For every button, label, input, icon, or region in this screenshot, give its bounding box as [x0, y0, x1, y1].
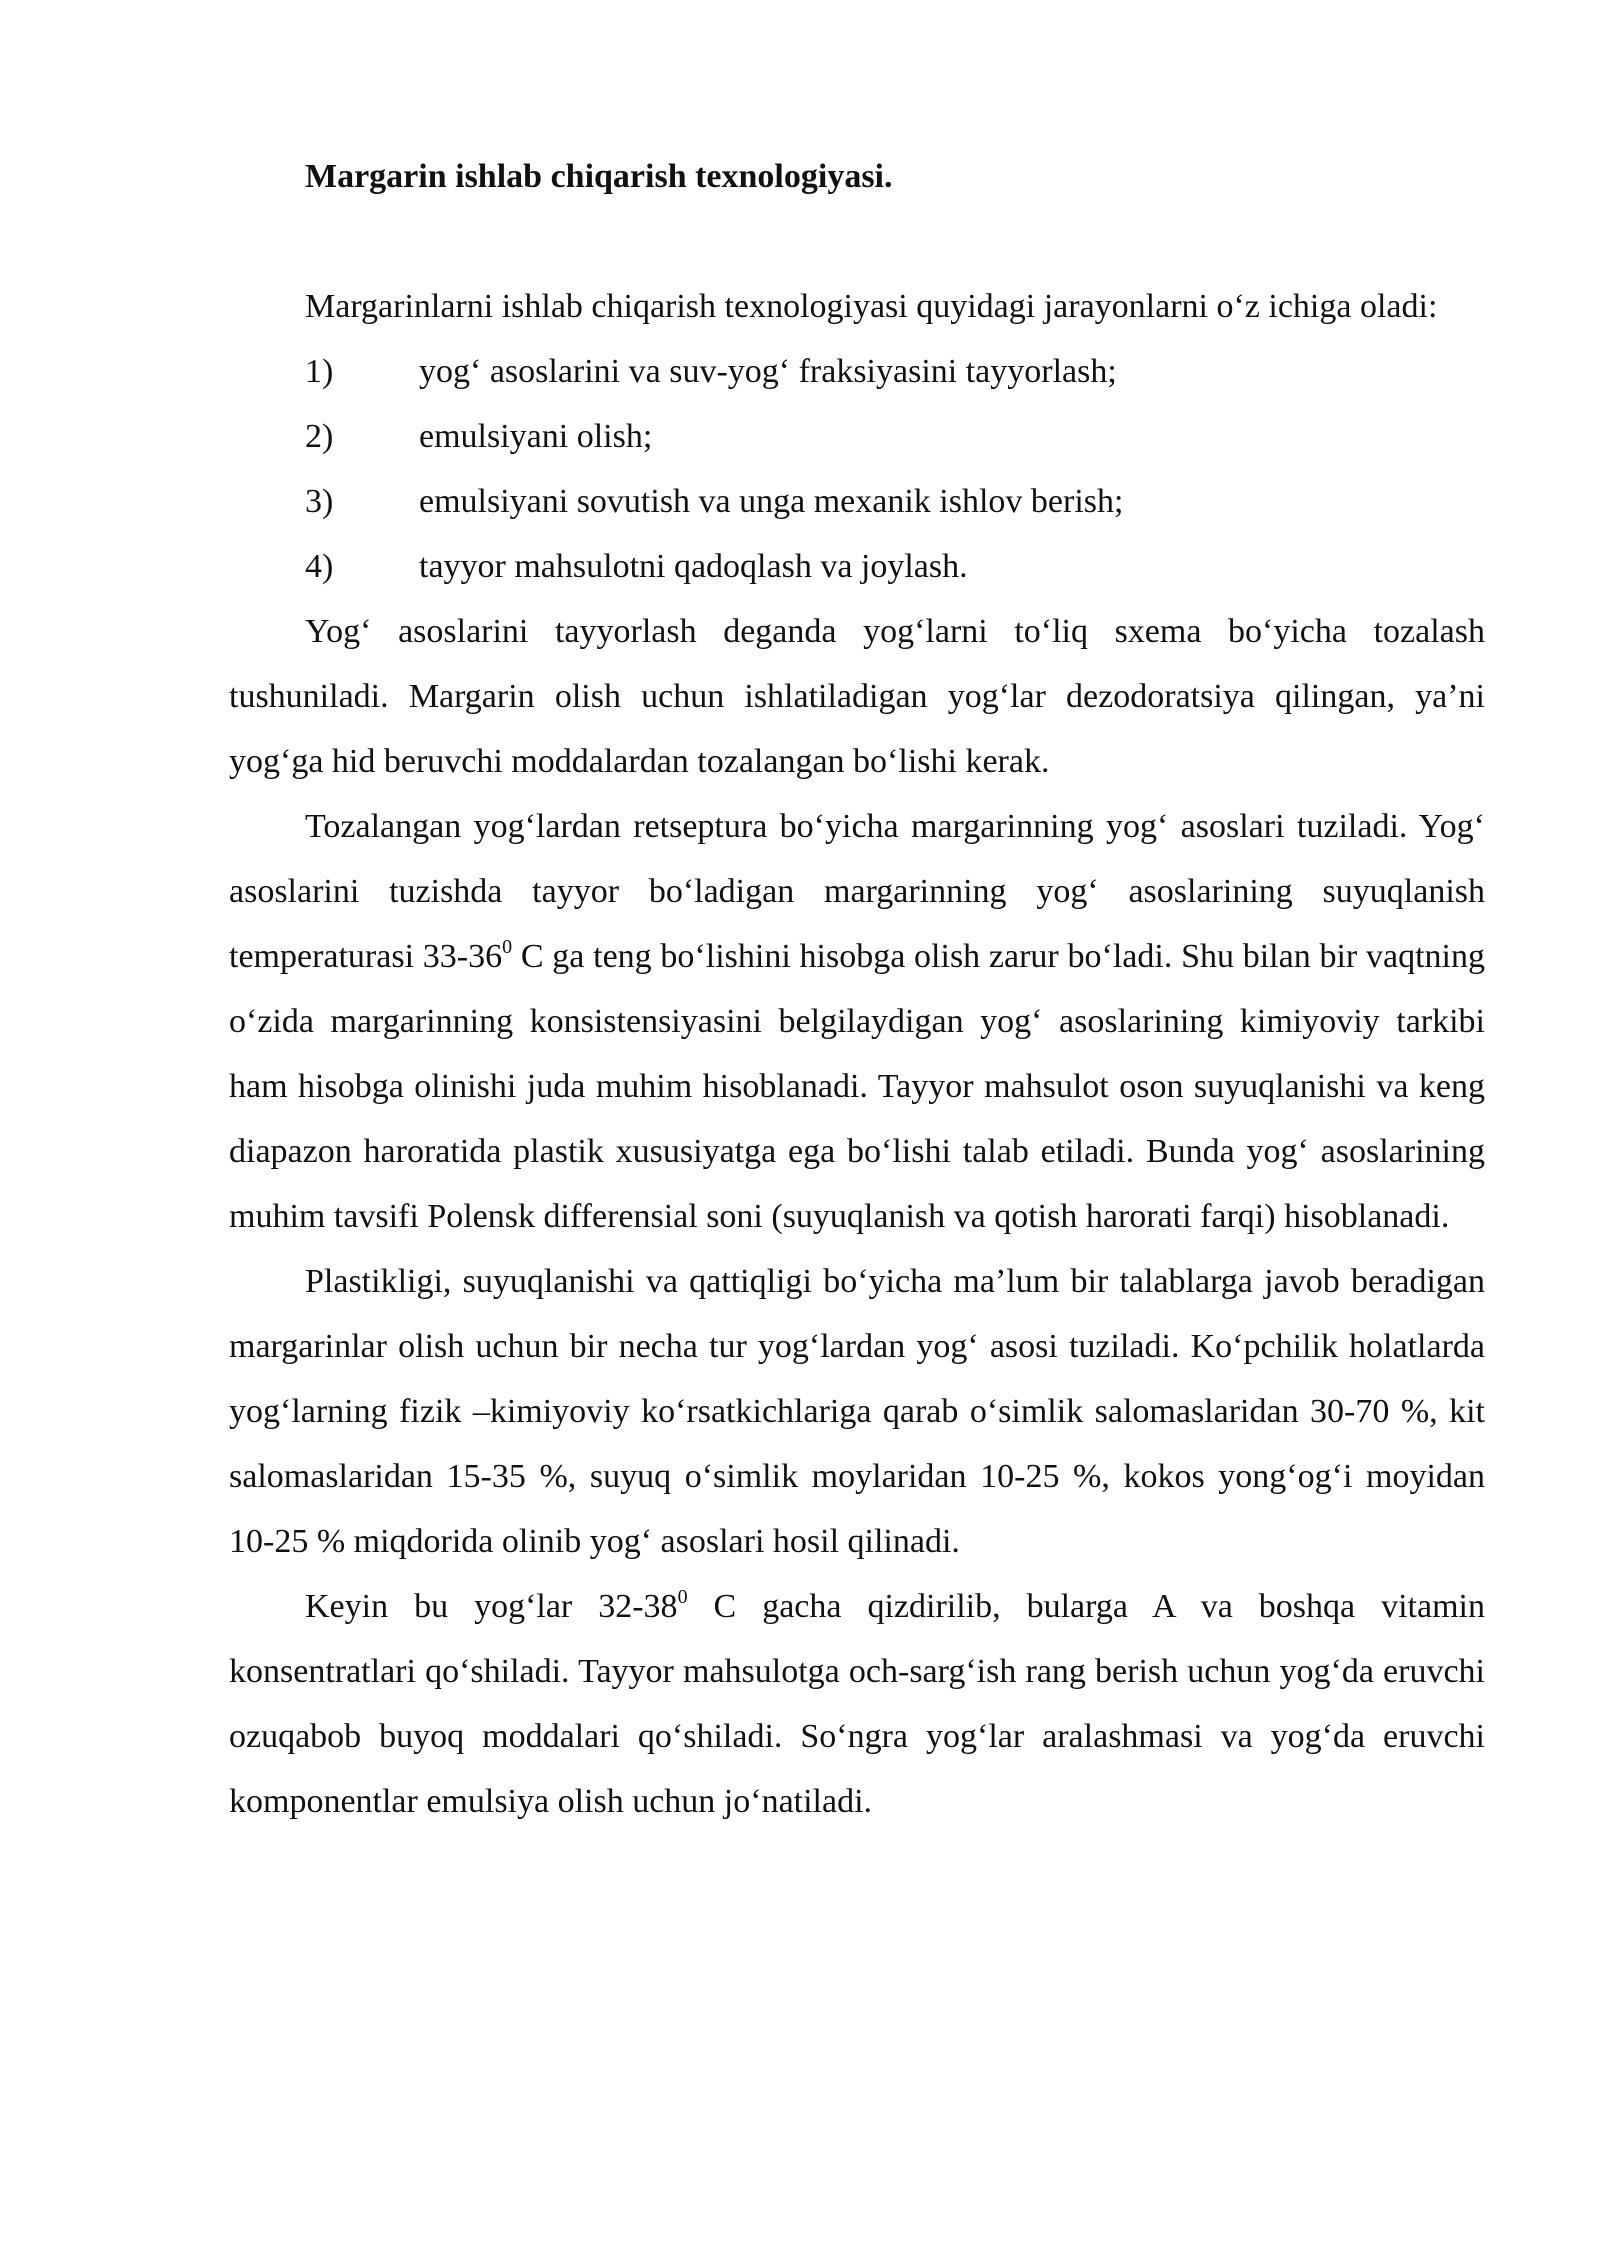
document-title: Margarin ishlab chiqarish texnologiyasi.	[305, 158, 893, 195]
paragraph-fat-proportions: Plastikligi, suyuqlanishi va qattiqligi bo‘yicha ma’lum bir talablarga javob beradigan margarinlar olish uchun bir necha tur yog‘lardan yog‘ asosi tuziladi. Ko‘pchilik holatlarda yog‘larning fizik –kimiyoviy ko‘rsatkichlariga qarab o‘simlik salomaslaridan 30-70 %, kit salomaslaridan 15-35 %, suyuq o‘simlik moylaridan 10-25 %, kokos yong‘og‘i moyidan 10-25 % miqdorida olinib yog‘ asoslari hosil qilinadi.	[229, 1263, 1485, 1560]
degree-superscript: 0	[502, 936, 513, 958]
process-list	[229, 339, 1485, 599]
list-item	[229, 404, 1485, 469]
list-item-text: emulsiyani olish;	[419, 418, 653, 455]
list-item	[229, 534, 1485, 599]
list-item	[229, 339, 1485, 404]
paragraph-fat-base-preparation: Yog‘ asoslarini tayyorlash deganda yog‘larni to‘liq sxema bo‘yicha tozalash tushuniladi. Margarin olish uchun ishlatiladigan yog‘lar dezodoratsiya qilingan, ya’ni yog‘ga hid beruvchi moddalardan tozalangan bo‘lishi kerak.	[229, 613, 1485, 780]
degree-superscript: 0	[677, 1586, 688, 1608]
list-item-text: emulsiyani sovutish va unga mexanik ishlov berish;	[419, 483, 1124, 520]
paragraph-text: Tozalangan yog‘lardan retseptura bo‘yicha margarinning yog‘ asoslari tuziladi. Yog‘ asoslarini tuzishda tayyor bo‘ladigan margarinning yog‘ asoslarining suyuqlanish temperaturasi 33-36	[229, 808, 1485, 975]
paragraph-text: C gacha qizdirilib, bularga A va boshqa vitamin konsentratlari qo‘shiladi. Tayyor mahsulotga och-sarg‘ish rang berish uchun yog‘da eruvchi ozuqabob buyoq moddalari qo‘shiladi. So‘ngra yog‘lar aralashmasi va yog‘da eruvchi komponentlar emulsiya olish uchun jo‘natiladi.	[229, 1588, 1485, 1820]
intro-paragraph: Margarinlarni ishlab chiqarish texnologiyasi quyidagi jarayonlarni o‘z ichiga oladi:	[305, 288, 1438, 325]
paragraph-text: Keyin bu yog‘lar 32-38	[305, 1588, 678, 1625]
title-spacer	[229, 206, 1485, 274]
paragraph-text: C ga teng bo‘lishini hisobga olish zarur bo‘ladi. Shu bilan bir vaqtning o‘zida margarinning konsistensiyasini belgilaydigan yog‘ asoslarining kimiyoviy tarkibi ham hisobga olinishi juda muhim hisoblanadi. Tayyor mahsulot oson suyuqlanishi va keng diapazon haroratida plastik xususiyatga ega bo‘lishi talab etiladi. Bunda yog‘ asoslarining muhim tavsifi Polensk differensial soni (suyuqlanish va qotish harorati farqi) hisoblanadi.	[229, 938, 1485, 1235]
list-item-number: 1)	[305, 353, 334, 390]
list-item-number: 2)	[305, 418, 334, 455]
document-body	[229, 148, 1485, 1834]
list-item-text: tayyor mahsulotni qadoqlash va joylash.	[419, 548, 968, 585]
list-item-number: 3)	[305, 483, 334, 520]
list-item-text: yog‘ asoslarini va suv-yog‘ fraksiyasini tayyorlash;	[419, 353, 1117, 390]
paragraph-recipe-composition	[229, 794, 1485, 1249]
list-item-number: 4)	[305, 548, 334, 585]
list-item	[229, 469, 1485, 534]
paragraph-heating-vitamins	[229, 1574, 1485, 1834]
